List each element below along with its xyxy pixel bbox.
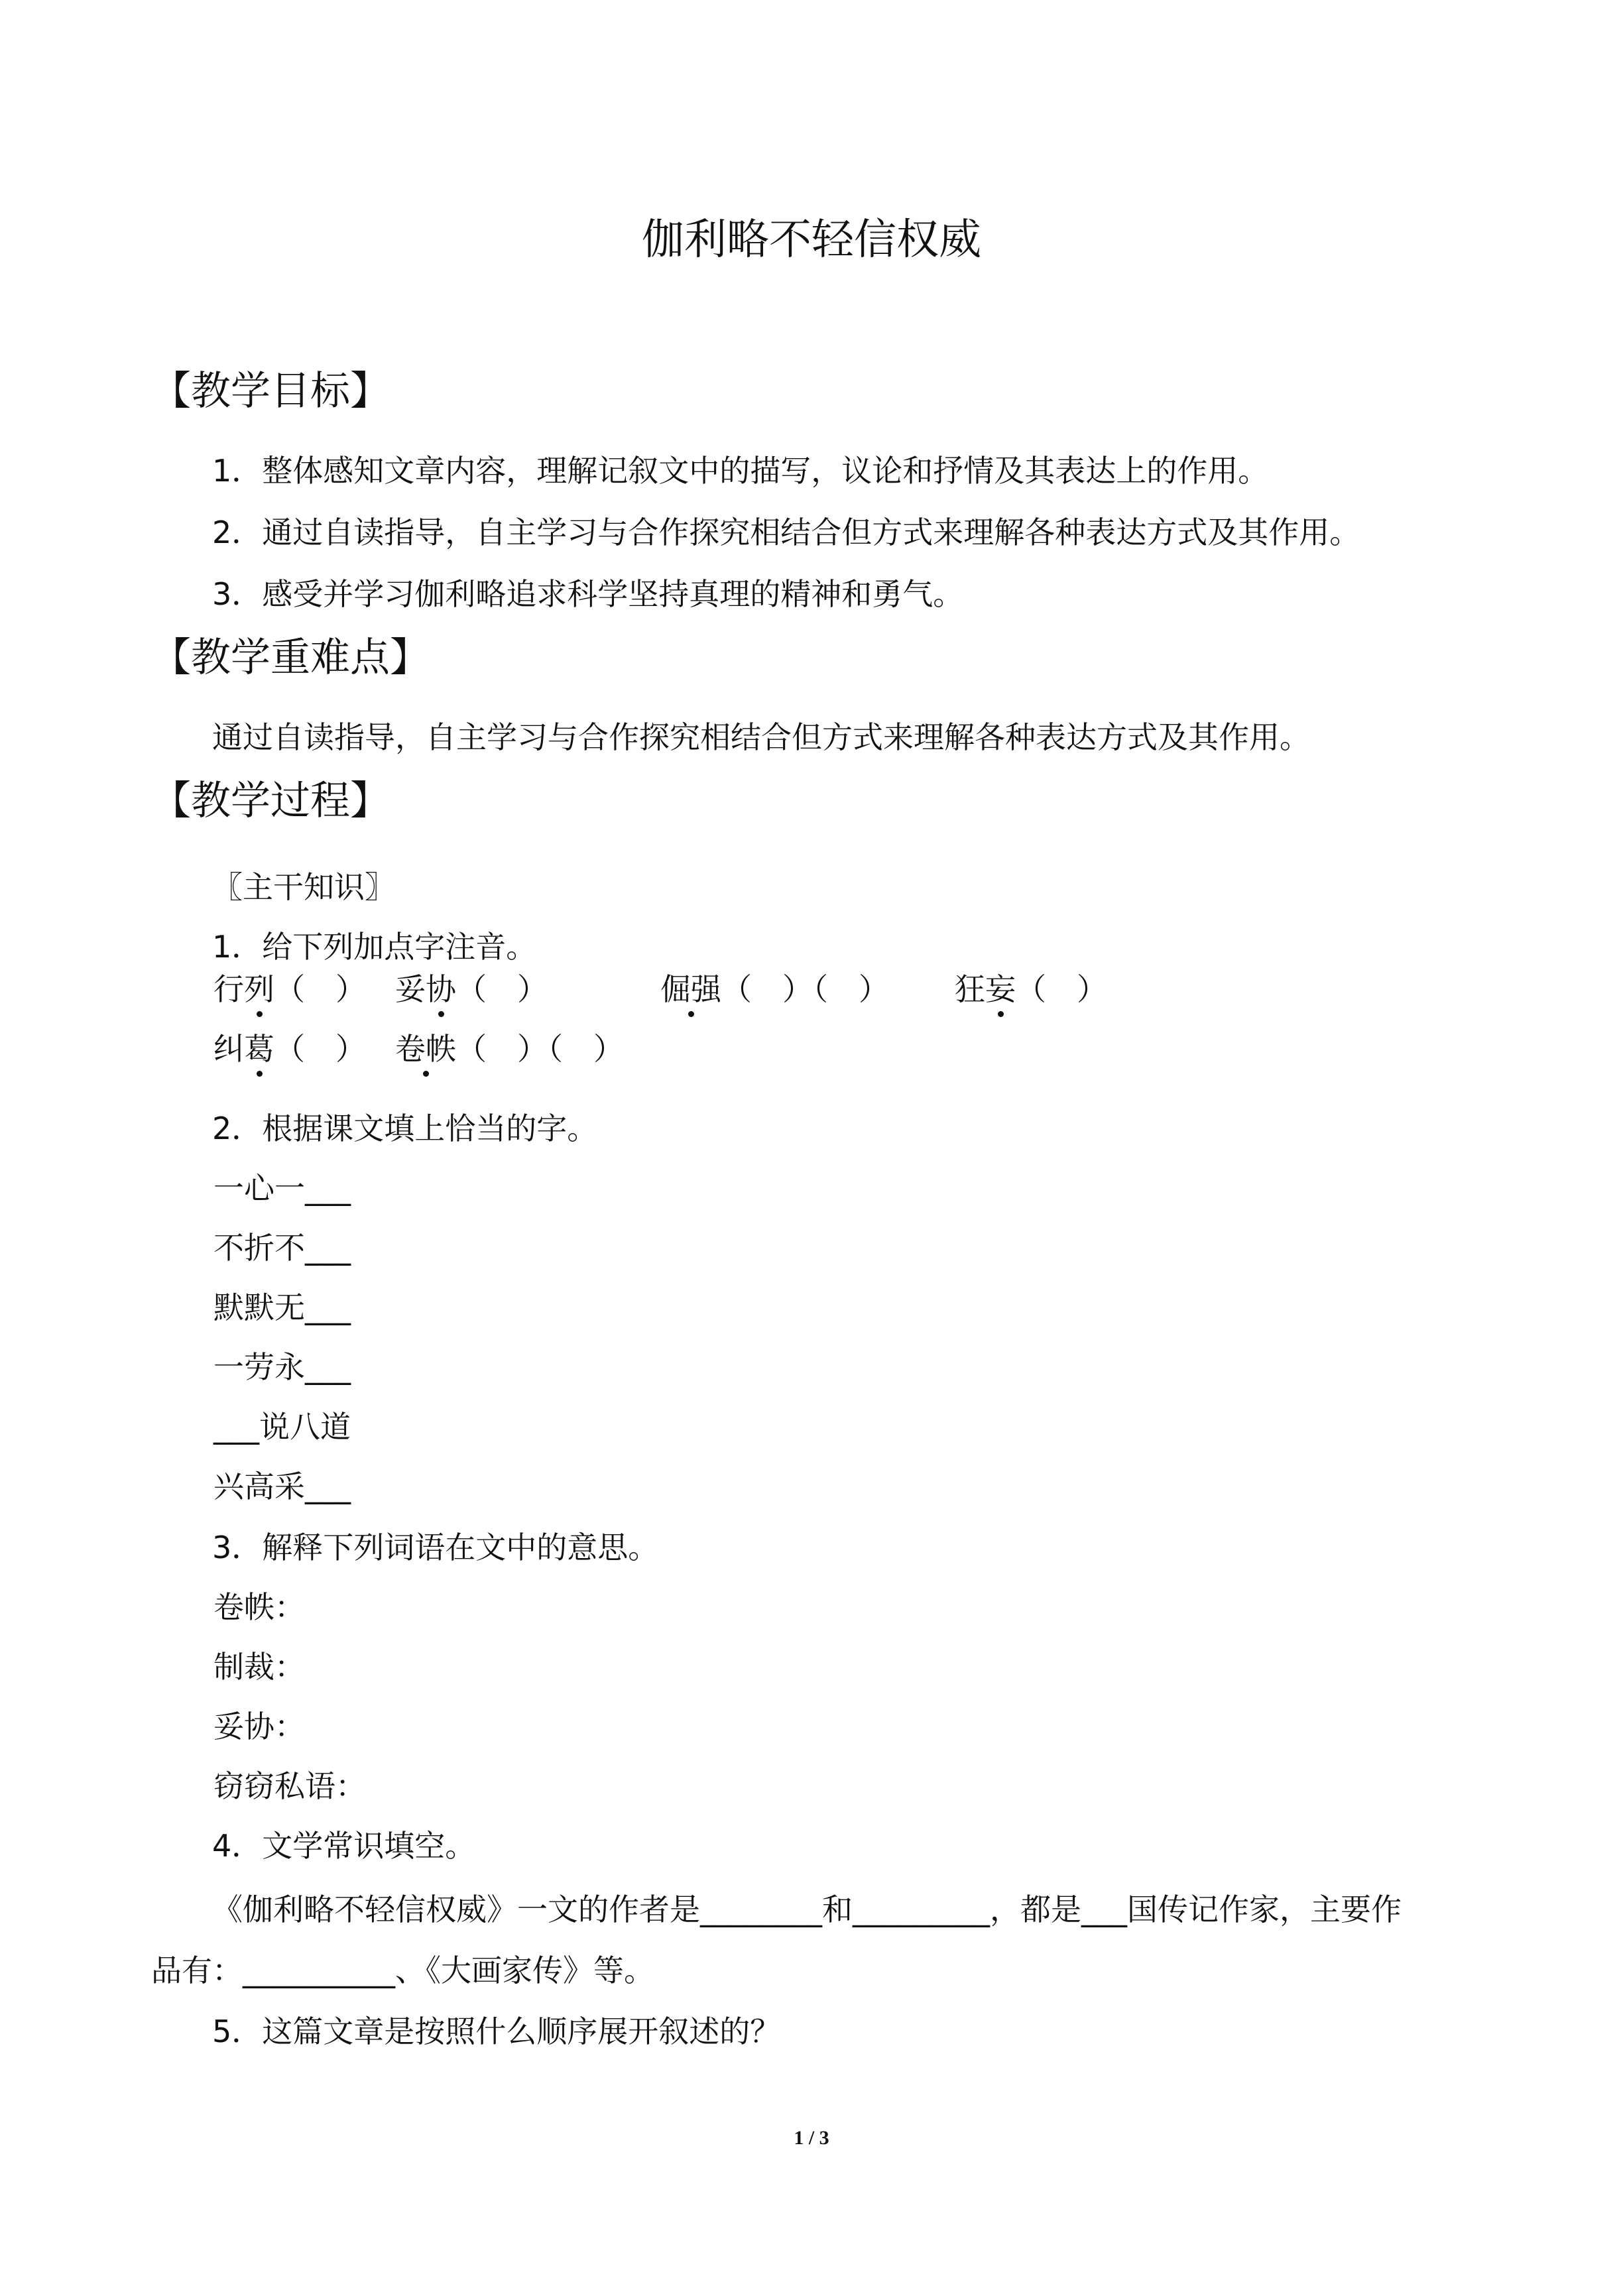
dotted-char: 列 <box>244 969 274 1009</box>
fill-blank-item: 兴高采___ <box>213 1469 351 1504</box>
q3-prompt: 3．解释下列词语在文中的意思。 <box>212 1530 659 1565</box>
q4-prompt: 4．文学常识填空。 <box>212 1828 476 1864</box>
dotted-char: 葛 <box>244 1029 274 1069</box>
q1-prompt: 1．给下列加点字注音。 <box>212 929 537 965</box>
q4-line-1: 《伽利略不轻信权威》一文的作者是________和_________，都是___国传记作家，主要作 <box>212 1892 1402 1927</box>
fill-blank-item: 一劳永___ <box>213 1349 351 1385</box>
page-number: 1 / 3 <box>794 2127 829 2149</box>
section-heading-key-points: 【教学重难点】 <box>151 634 430 681</box>
dotted-char: 妄 <box>985 969 1016 1009</box>
fill-blank-item: ___说八道 <box>213 1409 351 1445</box>
dotted-char: 倔强 <box>660 969 721 1009</box>
q2-prompt: 2．根据课文填上恰当的字。 <box>212 1111 598 1146</box>
objective-item-3: 3．感受并学习伽利略追求科学坚持真理的精神和勇气。 <box>212 576 964 612</box>
q4-line-2: 品有：__________、《大画家传》等。 <box>151 1953 654 1988</box>
definition-item: 窃窃私语： <box>213 1768 366 1804</box>
pron-item: 妥协（ ） <box>395 969 548 1009</box>
section-heading-objectives: 【教学目标】 <box>151 368 390 414</box>
dotted-char: 协 <box>426 969 456 1009</box>
pron-item: 倔强（ ）（ ） <box>660 969 889 1009</box>
definition-item: 卷帙： <box>213 1589 305 1625</box>
definition-item: 妥协： <box>213 1709 305 1744</box>
fill-blank-item: 不折不___ <box>213 1230 351 1266</box>
q5-prompt: 5．这篇文章是按照什么顺序展开叙述的？ <box>212 2014 781 2049</box>
pron-item: 行列（ ） <box>213 969 366 1009</box>
definition-item: 制裁： <box>213 1649 305 1685</box>
fill-blank-item: 默默无___ <box>213 1290 351 1325</box>
key-points-text: 通过自读指导，自主学习与合作探究相结合但方式来理解各种表达方式及其作用。 <box>212 719 1310 755</box>
pron-item: 纠葛（ ） <box>213 1029 366 1069</box>
dotted-char: 卷帙 <box>395 1029 456 1069</box>
pron-item: 狂妄（ ） <box>955 969 1107 1009</box>
pron-item: 卷帙（ ）（ ） <box>395 1029 624 1069</box>
section-heading-process: 【教学过程】 <box>151 778 390 824</box>
objective-item-1: 1．整体感知文章内容，理解记叙文中的描写，议论和抒情及其表达上的作用。 <box>212 453 1269 489</box>
page-title: 伽利略不轻信权威 <box>642 215 981 265</box>
objective-item-2: 2．通过自读指导，自主学习与合作探究相结合但方式来理解各种表达方式及其作用。 <box>212 514 1360 550</box>
fill-blank-item: 一心一___ <box>213 1170 351 1206</box>
process-subheading: 〖主干知识〗 <box>212 869 395 905</box>
